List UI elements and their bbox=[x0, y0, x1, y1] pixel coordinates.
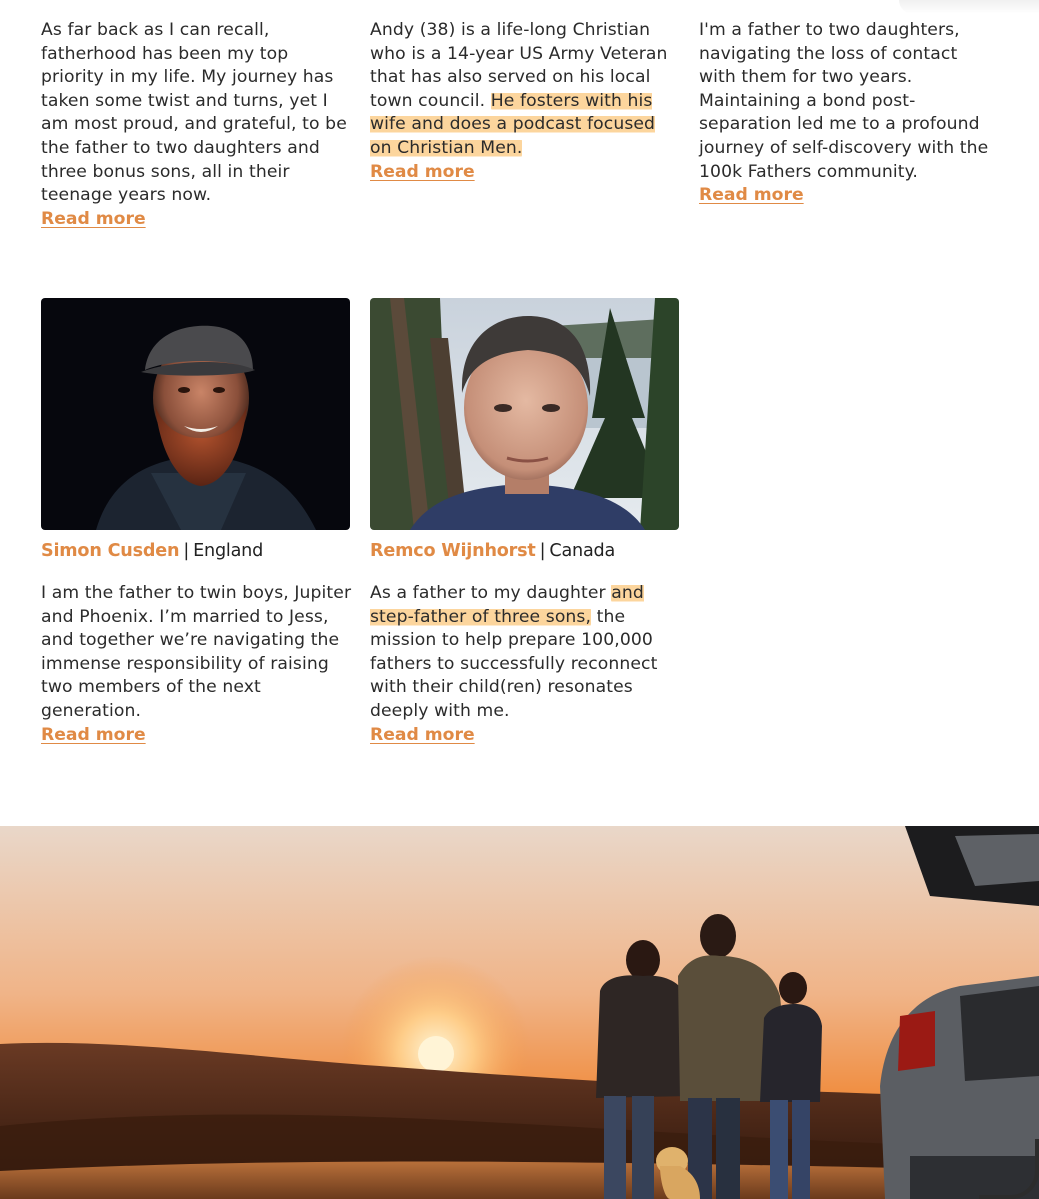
simon-cusden-photo bbox=[41, 298, 350, 530]
team-card-bio bbox=[699, 19, 999, 184]
name-separator: | bbox=[183, 541, 190, 561]
banner-image bbox=[0, 826, 1039, 1199]
team-card-bio bbox=[41, 19, 353, 208]
team-card-4 bbox=[41, 582, 353, 747]
window-edge-shadow bbox=[899, 0, 1039, 14]
read-more-link[interactable]: Read more bbox=[370, 724, 475, 745]
bio-highlighted-text: He fosters with his wife and does a podcast focused on Christian Men. bbox=[370, 90, 656, 158]
member-country: England bbox=[193, 541, 264, 561]
device-frame-corner bbox=[979, 1139, 1039, 1199]
team-card-3 bbox=[699, 19, 999, 208]
team-card-1 bbox=[41, 19, 353, 231]
member-country: Canada bbox=[549, 541, 616, 561]
member-name[interactable]: Simon Cusden bbox=[41, 541, 180, 561]
bio-text: I'm a father to two daughters, navigating the loss of contact with them for two years. Maintaining a bond post-separation led me to a profound journey of self-discovery with the 100k Fathers community. bbox=[699, 20, 989, 182]
team-card-5 bbox=[370, 582, 682, 747]
team-card-bio bbox=[370, 582, 682, 724]
bio-text: I am the father to twin boys, Jupiter and Phoenix. I’m married to Jess, and together we’re navigating the immense responsibility of raising two members of the next generation. bbox=[41, 583, 352, 721]
read-more-link[interactable]: Read more bbox=[41, 208, 146, 229]
member-name[interactable]: Remco Wijnhorst bbox=[370, 541, 536, 561]
member-name-line bbox=[41, 539, 263, 563]
read-more-link[interactable]: Read more bbox=[370, 161, 475, 182]
read-more-link[interactable]: Read more bbox=[699, 185, 804, 206]
family-sunset-banner bbox=[0, 826, 1039, 1199]
team-card-bio bbox=[41, 582, 353, 724]
name-separator: | bbox=[539, 541, 546, 561]
bio-highlighted-text: and step-father of three sons, bbox=[370, 583, 644, 627]
portrait-image bbox=[370, 298, 679, 530]
member-name-line bbox=[370, 539, 615, 563]
bio-text: Andy (38) is a life-long Christian who is a 14-year US Army Veteran that has also served on his local town council. bbox=[370, 20, 668, 111]
team-card-2 bbox=[370, 19, 682, 184]
remco-wijnhorst-photo bbox=[370, 298, 679, 530]
read-more-link[interactable]: Read more bbox=[41, 724, 146, 745]
team-card-bio bbox=[370, 19, 682, 161]
bio-text: the mission to help prepare 100,000 fathers to successfully reconnect with their child(ren) resonates deeply with me. bbox=[370, 606, 658, 721]
portrait-image bbox=[41, 298, 350, 530]
bio-text: As far back as I can recall, fatherhood has been my top priority in my life. My journey has taken some twist and turns, yet I am most proud, and grateful, to be the father to two daughters and three bonus sons, all in their teenage years now. bbox=[41, 20, 347, 206]
bio-text: As a father to my daughter bbox=[370, 583, 612, 603]
